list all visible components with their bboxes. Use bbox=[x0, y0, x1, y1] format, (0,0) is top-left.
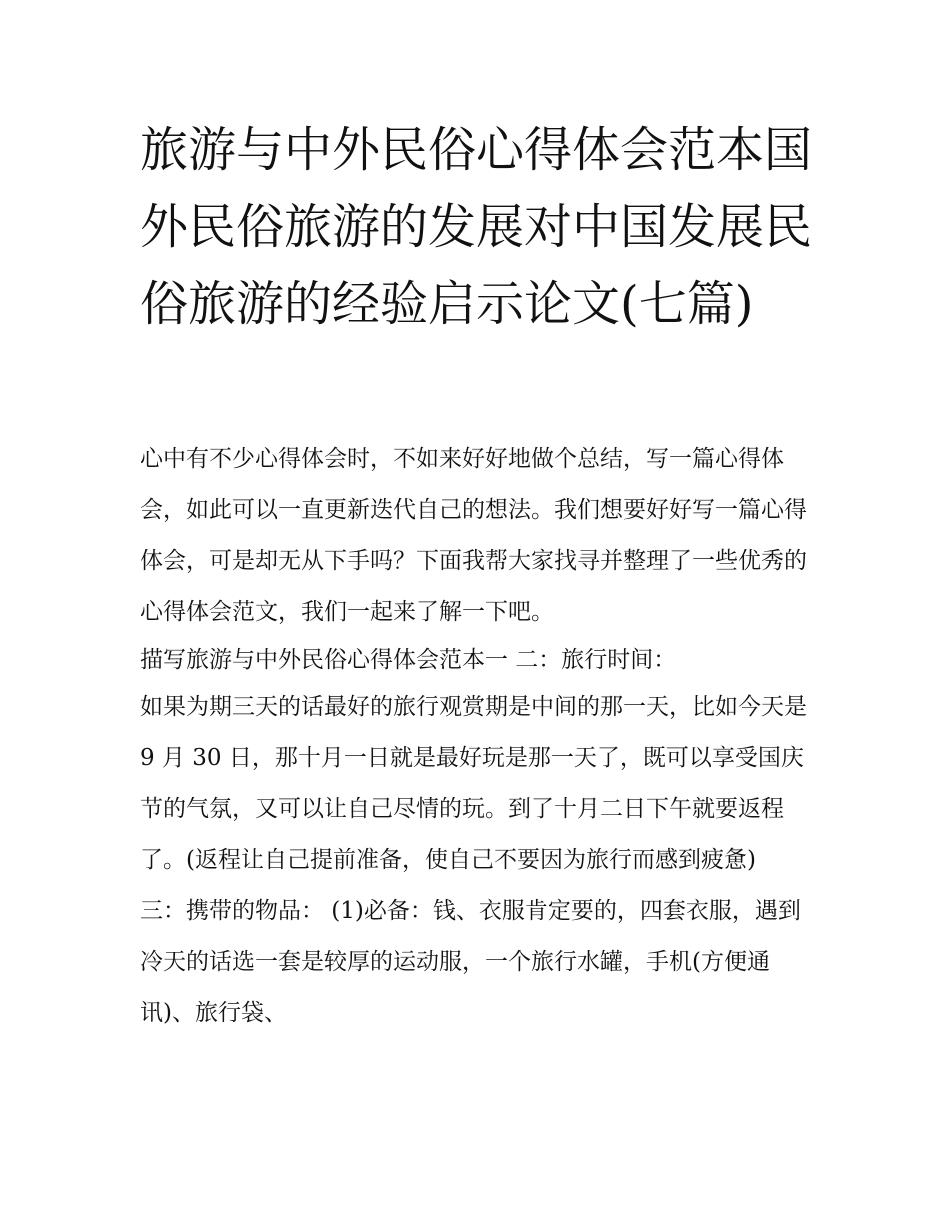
section-heading-paragraph: 描写旅游与中外民俗心得体会范本一 二：旅行时间： bbox=[140, 647, 677, 673]
document-body bbox=[140, 434, 820, 1039]
travel-time-paragraph: 如果为期三天的话最好的旅行观赏期是中间的那一天，比如今天是 9 月 30 日，那十月一日就是最好玩是那一天了，既可以享受国庆节的气氛，又可以让自己尽情的玩。到了十月二日下午就要返程了。(返程让自己提前准备，使自己不要因为旅行而感到疲惫) bbox=[140, 694, 807, 873]
items-paragraph: 三：携带的物品： (1)必备：钱、衣服肯定要的，四套衣服，遇到冷天的话选一套是较厚的运动服，一个旅行水罐，手机(方便通讯)、旅行袋、 bbox=[140, 898, 801, 1026]
document-title: 旅游与中外民俗心得体会范本国外民俗旅游的发展对中国发展民俗旅游的经验启示论文(七篇) bbox=[140, 122, 813, 332]
intro-paragraph: 心中有不少心得体会时，不如来好好地做个总结，写一篇心得体会，如此可以一直更新迭代自己的想法。我们想要好好写一篇心得体会，可是却无从下手吗？下面我帮大家找寻并整理了一些优秀的心得体会范文，我们一起来了解一下吧。 bbox=[140, 446, 807, 625]
